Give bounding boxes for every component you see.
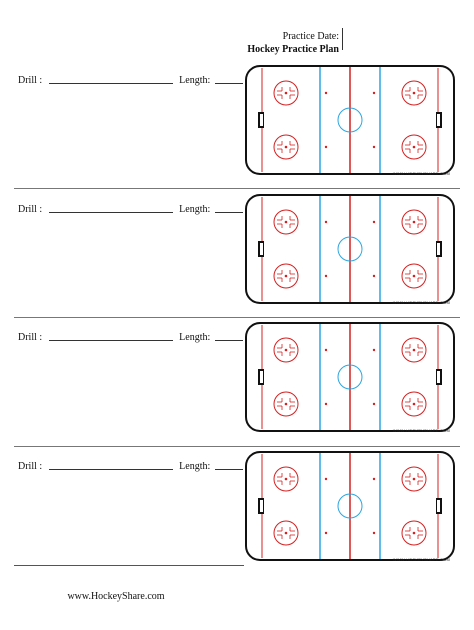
drill-row xyxy=(18,75,243,86)
drill-section-3 xyxy=(14,321,460,439)
drill-name-field[interactable] xyxy=(49,469,173,470)
goal-left-mouth xyxy=(260,114,263,126)
goal-left-mouth xyxy=(260,500,263,512)
rink-watermark: WWW.HOCKEYSHARE.COM xyxy=(392,428,450,433)
goal-right-mouth xyxy=(437,500,440,512)
length-field[interactable] xyxy=(215,469,243,470)
length-label: Length: xyxy=(179,461,211,472)
bottom-divider xyxy=(14,565,244,566)
rink-watermark: WWW.HOCKEYSHARE.COM xyxy=(392,300,450,305)
goal-right-mouth xyxy=(437,114,440,126)
drill-row xyxy=(18,332,243,343)
rink-diagram[interactable] xyxy=(244,450,456,562)
neutral-faceoff-dot xyxy=(373,532,375,534)
rink-diagram[interactable] xyxy=(244,321,456,433)
rink-svg xyxy=(244,193,456,305)
rink-watermark: WWW.HOCKEYSHARE.COM xyxy=(392,557,450,562)
faceoff-dot xyxy=(413,532,416,535)
length-field[interactable] xyxy=(215,212,243,213)
header-divider xyxy=(342,28,343,50)
neutral-faceoff-dot xyxy=(325,275,327,277)
length-label: Length: xyxy=(179,75,211,86)
drill-section-1 xyxy=(14,64,460,182)
neutral-faceoff-dot xyxy=(325,532,327,534)
drill-section-2 xyxy=(14,193,460,311)
faceoff-dot xyxy=(413,221,416,224)
rink-svg xyxy=(244,64,456,176)
rink-diagram[interactable] xyxy=(244,64,456,176)
practice-date-label: Practice Date: xyxy=(282,31,339,42)
length-label: Length: xyxy=(179,204,211,215)
length-field[interactable] xyxy=(215,83,243,84)
drill-label: Drill : xyxy=(18,204,43,215)
section-divider xyxy=(14,317,460,318)
section-divider xyxy=(14,188,460,189)
goal-left-mouth xyxy=(260,243,263,255)
neutral-faceoff-dot xyxy=(373,221,375,223)
drill-name-field[interactable] xyxy=(49,212,173,213)
drill-row xyxy=(18,204,243,215)
rink-svg xyxy=(244,321,456,433)
drill-name-field[interactable] xyxy=(49,83,173,84)
page-header xyxy=(200,30,339,56)
drill-name-field[interactable] xyxy=(49,340,173,341)
neutral-faceoff-dot xyxy=(373,403,375,405)
drill-label: Drill : xyxy=(18,332,43,343)
rink-watermark: WWW.HOCKEYSHARE.COM xyxy=(392,171,450,176)
drill-label: Drill : xyxy=(18,461,43,472)
faceoff-dot xyxy=(285,403,288,406)
neutral-faceoff-dot xyxy=(373,275,375,277)
faceoff-dot xyxy=(285,349,288,352)
neutral-faceoff-dot xyxy=(325,349,327,351)
faceoff-dot xyxy=(413,146,416,149)
drill-label: Drill : xyxy=(18,75,43,86)
faceoff-dot xyxy=(285,146,288,149)
length-label: Length: xyxy=(179,332,211,343)
faceoff-dot xyxy=(413,92,416,95)
drill-section-4 xyxy=(14,450,460,568)
length-field[interactable] xyxy=(215,340,243,341)
faceoff-dot xyxy=(413,275,416,278)
neutral-faceoff-dot xyxy=(373,478,375,480)
neutral-faceoff-dot xyxy=(373,146,375,148)
neutral-faceoff-dot xyxy=(325,403,327,405)
faceoff-dot xyxy=(413,349,416,352)
drill-row xyxy=(18,461,243,472)
neutral-faceoff-dot xyxy=(325,92,327,94)
faceoff-dot xyxy=(285,478,288,481)
section-divider xyxy=(14,446,460,447)
goal-right-mouth xyxy=(437,243,440,255)
goal-right-mouth xyxy=(437,371,440,383)
faceoff-dot xyxy=(413,478,416,481)
neutral-faceoff-dot xyxy=(325,146,327,148)
faceoff-dot xyxy=(285,275,288,278)
goal-left-mouth xyxy=(260,371,263,383)
neutral-faceoff-dot xyxy=(373,349,375,351)
neutral-faceoff-dot xyxy=(325,478,327,480)
rink-svg xyxy=(244,450,456,562)
rink-diagram[interactable] xyxy=(244,193,456,305)
neutral-faceoff-dot xyxy=(373,92,375,94)
footer-url[interactable]: www.HockeyShare.com xyxy=(67,591,165,602)
faceoff-dot xyxy=(413,403,416,406)
faceoff-dot xyxy=(285,92,288,95)
faceoff-dot xyxy=(285,221,288,224)
page-title: Hockey Practice Plan xyxy=(247,44,339,55)
faceoff-dot xyxy=(285,532,288,535)
neutral-faceoff-dot xyxy=(325,221,327,223)
